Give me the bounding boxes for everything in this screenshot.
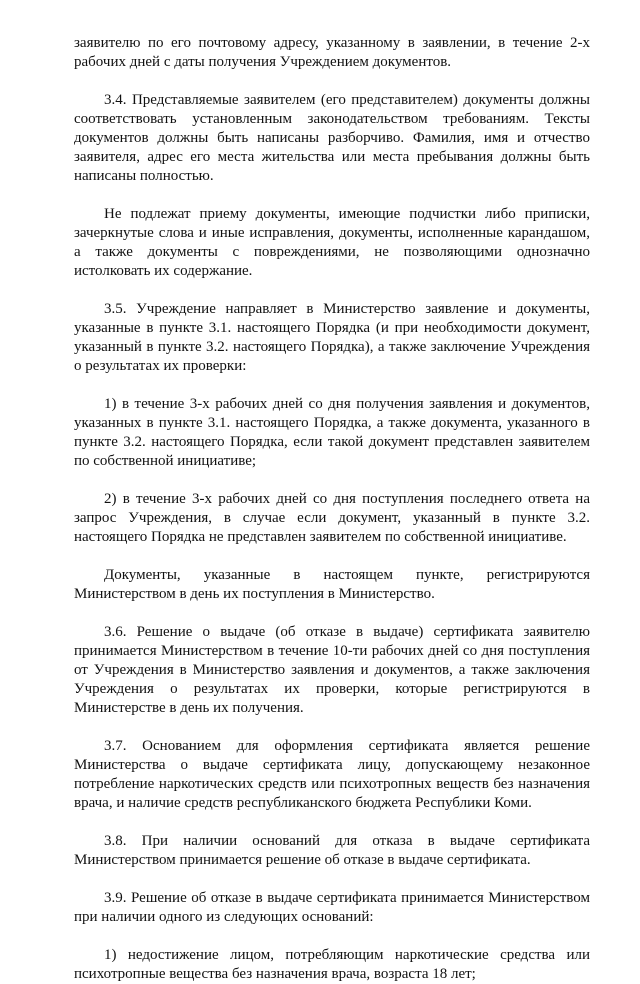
paragraph-3-5: 3.5. Учреждение направляет в Министерство заявление и документы, указанные в пункте 3.1. настоящего Порядка (и при необходимости документ, указанный в пункте 3.2. настоящего Порядка), а также заключение Учреждения о результатах их проверки: xyxy=(74,301,590,374)
document-page xyxy=(74,34,590,984)
paragraph-3-5-item-2: 2) в течение 3-х рабочих дней со дня поступления последнего ответа на запрос Учреждения, в случае если документ, указанный в пункте 3.2. настоящего Порядка не представлен заявителем по собственной инициативе. xyxy=(74,491,590,545)
paragraph-registration: Документы, указанные в настоящем пункте, регистрируются Министерством в день их поступления в Министерство. xyxy=(74,567,590,602)
paragraph-3-4: 3.4. Представляемые заявителем (его представителем) документы должны соответствовать установленным законодательством требованиям. Тексты документов должны быть написаны разборчиво. Фамилия, имя и отчество заявителя, адрес его места жительства или места пребывания должны быть написаны полностью. xyxy=(74,92,590,184)
paragraph-3-8: 3.8. При наличии оснований для отказа в выдаче сертификата Министерством принимается решение об отказе в выдаче сертификата. xyxy=(74,833,590,868)
paragraph-not-accepted: Не подлежат приему документы, имеющие подчистки либо приписки, зачеркнутые слова и иные исправления, документы, исполненные карандашом, а также документы с повреждениями, не позволяющими однозначно истолковать их содержание. xyxy=(74,206,590,279)
paragraph-3-9-item-1: 1) недостижение лицом, потребляющим наркотические средства или психотропные вещества без назначения врача, возраста 18 лет; xyxy=(74,947,590,982)
paragraph-3-9: 3.9. Решение об отказе в выдаче сертификата принимается Министерством при наличии одного из следующих оснований: xyxy=(74,890,590,925)
paragraph-continuation: заявителю по его почтовому адресу, указанному в заявлении, в течение 2-х рабочих дней с даты получения Учреждением документов. xyxy=(74,35,590,70)
paragraph-3-6: 3.6. Решение о выдаче (об отказе в выдаче) сертификата заявителю принимается Министерством в течение 10-ти рабочих дней со дня поступления от Учреждения в Министерство заявления и документов, а также заключения Учреждения о результатах их проверки, которые регистрируются в Министерстве в день их получения. xyxy=(74,624,590,716)
paragraph-3-7: 3.7. Основанием для оформления сертификата является решение Министерства о выдаче сертификата лицу, допускающему незаконное потребление наркотических средств или психотропных веществ без назначения врача, и наличие средств республиканского бюджета Республики Коми. xyxy=(74,738,590,811)
paragraph-3-5-item-1: 1) в течение 3-х рабочих дней со дня получения заявления и документов, указанных в пункте 3.1. настоящего Порядка, а также документа, указанного в пункте 3.2. настоящего Порядка, если такой документ представлен заявителем по собственной инициативе; xyxy=(74,396,590,469)
